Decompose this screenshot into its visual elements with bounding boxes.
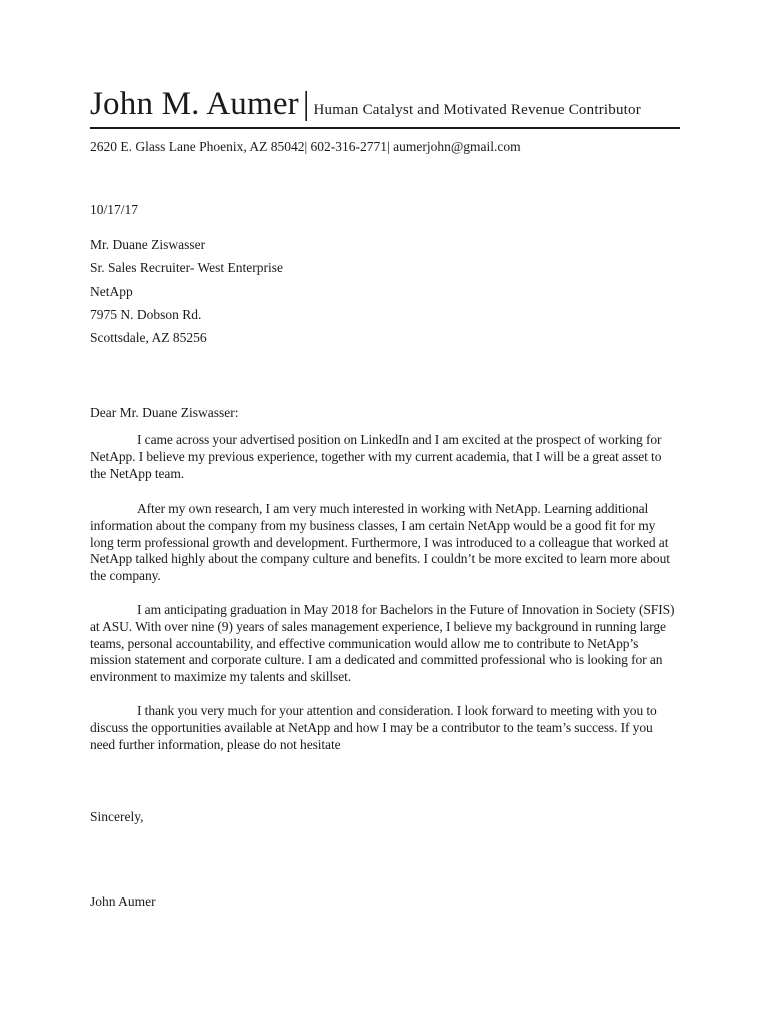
recipient-title: Sr. Sales Recruiter- West Enterprise (90, 260, 283, 276)
recipient-street: 7975 N. Dobson Rd. (90, 306, 202, 322)
sender-name: John M. Aumer (90, 86, 299, 122)
recipient-company: NetApp (90, 283, 133, 299)
signature-name: John Aumer (90, 894, 156, 909)
closing: Sincerely, (90, 809, 144, 824)
header-separator: | (302, 86, 310, 122)
header-rule (90, 127, 680, 129)
body-paragraph-3: I am anticipating graduation in May 2018 for Bachelors in the Future of Innovation in Society (SFIS) at ASU. With over nine (9) years of sales management experience, I believe my background in running large teams, personal accountability, and effective communication would allow me to contribute to NetApp’s mission statement and corporate culture. I am a dedicated and committed professional who is looking for an environment to maximize my talents and skillset. (90, 602, 675, 685)
sender-contact-line: 2620 E. Glass Lane Phoenix, AZ 85042| 602-316-2771| aumerjohn@gmail.com (90, 139, 521, 154)
salutation: Dear Mr. Duane Ziswasser: (90, 405, 239, 420)
body-paragraph-2: After my own research, I am very much interested in working with NetApp. Learning additional information about the company from my business classes, I am certain NetApp would be a good fit for my long term professional growth and development. Furthermore, I was introduced to a colleague that worked at NetApp talked highly about the company culture and benefits. I couldn’t be more excited to learn more about the company. (90, 501, 670, 584)
recipient-name: Mr. Duane Ziswasser (90, 237, 206, 252)
letter-date: 10/17/17 (90, 202, 139, 217)
recipient-city-state-zip: Scottsdale, AZ 85256 (90, 330, 207, 346)
letterhead (90, 84, 680, 130)
recipient-address-block (90, 236, 283, 352)
body-paragraph-1: I came across your advertised position on LinkedIn and I am excited at the prospect of working for NetApp. I believe my previous experience, together with my current academia, that I will be a great asset to the NetApp team. (90, 432, 662, 481)
sender-tagline: Human Catalyst and Motivated Revenue Contributor (313, 102, 641, 118)
body-paragraph-4: I thank you very much for your attention and consideration. I look forward to meeting with you to discuss the opportunities available at NetApp and how I may be a contributor to the team’s success. If you need further information, please do not hesitate (90, 703, 657, 752)
